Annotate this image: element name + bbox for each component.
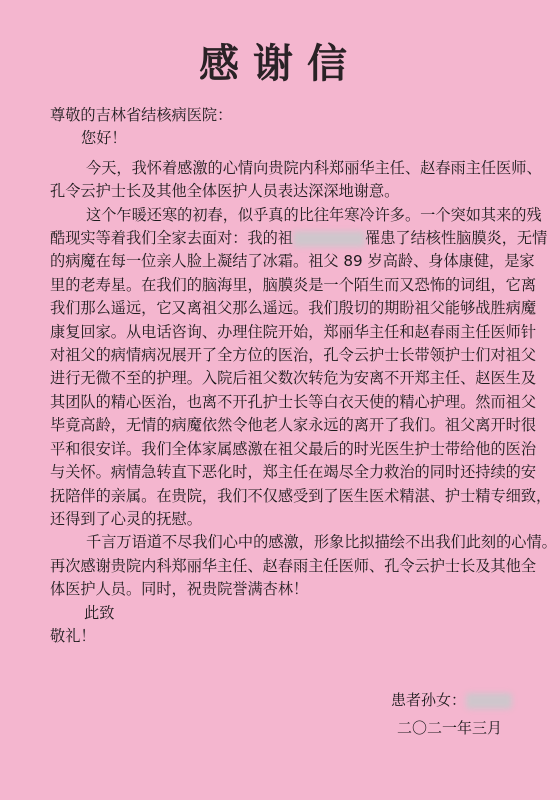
paragraph-2-line: 毕竟高龄，无情的病魔依然令他老人家永远的离开了我们。祖父离开时很 [50, 416, 536, 435]
paragraph-2-line: 与关怀。病情急转直下恶化时，郑主任在竭尽全力救治的同时还持续的安 [50, 463, 536, 482]
letter-title: 感谢信 [199, 41, 361, 87]
closing-respect: 此致 [84, 603, 115, 622]
redacted-name-blur [293, 231, 365, 247]
paragraph-3-line: 再次感谢贵院内科郑丽华主任、赵春雨主任医师、孔令云护士长及其他全 [50, 556, 536, 575]
signature-line [391, 686, 512, 714]
signature-label: 患者孙女： [390, 691, 466, 709]
letter-date: 二〇二一年三月 [396, 719, 502, 737]
paragraph-2-line: 康复回家。从电话咨询、办理住院开始，郑丽华主任和赵春雨主任医师针 [50, 322, 536, 341]
paragraph-2-text: 酷现实等着我们全家去面对：我的祖 [50, 229, 293, 248]
letter-body [50, 104, 557, 648]
signature-block [391, 686, 512, 742]
paragraph-1-line: 孔令云护士长及其他全体医护人员表达深深地谢意。 [50, 182, 400, 201]
paragraph-2-line: 我们那么遥远，它又离祖父那么遥远。我们殷切的期盼祖父能够战胜病魔 [50, 299, 536, 318]
salutation: 尊敬的吉林省结核病医院： [50, 106, 233, 124]
paragraph-2-line: 里的老寿星。在我们的脑海里，脑膜炎是一个陌生而又恐怖的词组，它离 [50, 275, 536, 294]
closing-salute: 敬礼！ [50, 626, 96, 645]
paragraph-2-line: 进行无微不至的护理。入院后祖父数次转危为安离不开郑主任、赵医生及 [50, 369, 536, 388]
paragraph-2-line: 对祖父的病情病况展开了全方位的医治，孔令云护士长带领护士们对祖父 [50, 346, 536, 365]
paragraph-2-line: 其团队的精心医治，也离不开孔护士长等白衣天使的精心护理。然而祖父 [50, 392, 536, 411]
paragraph-2-line: 的病魔在每一位亲人脸上凝结了冰霜。祖父 89 岁高龄、身体康健，是家 [50, 252, 535, 271]
paragraph-2-line: 平和很安详。我们全体家属感激在祖父最后的时光医生护士带给他的医治 [50, 439, 536, 458]
redacted-signature-blur [466, 693, 512, 709]
paragraph-2-line: 还得到了心灵的抚慰。 [50, 509, 202, 528]
paragraph-2-line [50, 227, 548, 250]
paragraph-3-line: 千言万语道不尽我们心中的感激，形象比拟描绘不出我们此刻的心情。 [86, 533, 557, 552]
paragraph-3-line: 体医护人员。同时，祝贵院誉满杏林！ [50, 580, 309, 599]
paragraph-2-text: 罹患了结核性脑膜炎，无情 [365, 229, 548, 248]
paragraph-2-line: 抚陪伴的亲属。在贵院，我们不仅感受到了医生医术精湛、护士精专细致， [50, 486, 552, 505]
paragraph-2-line: 这个乍暖还寒的初春，似乎真的比往年寒冷许多。一个突如其来的残 [86, 205, 542, 224]
paragraph-1-line: 今天，我怀着感激的心情向贵院内科郑丽华主任、赵春雨主任医师、 [86, 158, 542, 177]
greeting: 您好！ [81, 129, 127, 148]
